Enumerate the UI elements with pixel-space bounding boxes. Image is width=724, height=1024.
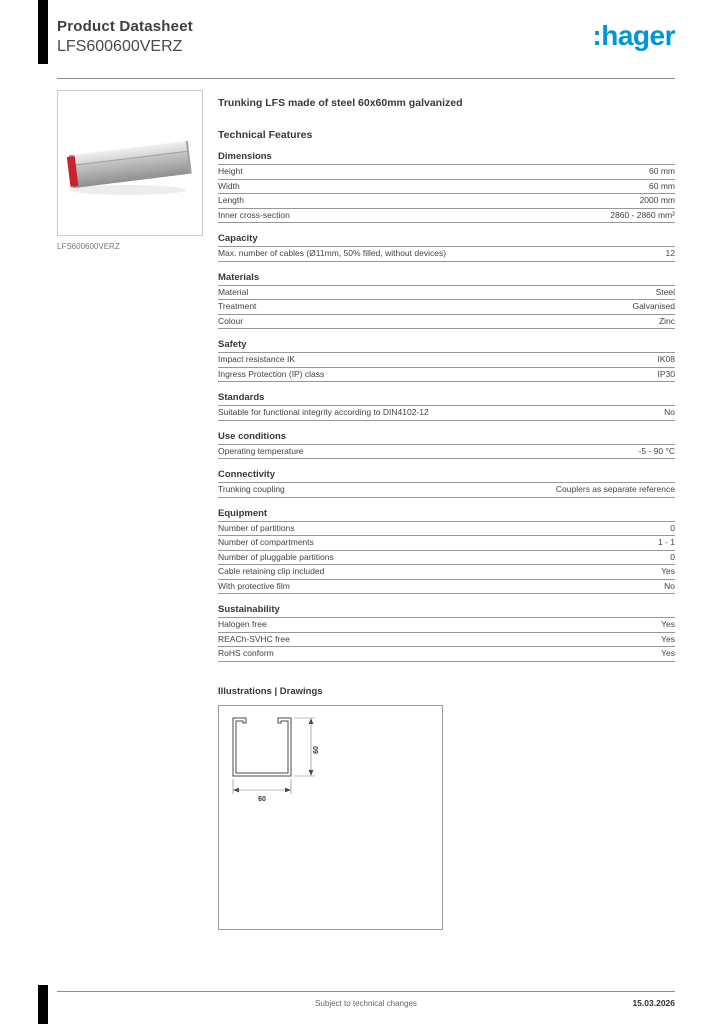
spec-row [218,633,675,648]
spec-label: Halogen free [218,619,267,629]
print-mark-top [38,0,48,64]
spec-value: Yes [661,633,675,644]
spec-row [218,368,675,383]
spec-row [218,315,675,330]
section-table [218,285,675,330]
technical-features-heading: Technical Features [218,129,313,141]
spec-row [218,522,675,537]
product-description: Trunking LFS made of steel 60x60mm galvanized [218,97,463,109]
section-table [218,164,675,223]
drawing-width-label: 60 [258,795,266,803]
spec-value: -5 - 90 °C [638,445,675,456]
section-heading: Equipment [218,507,268,519]
product-image-caption: LFS600600VERZ [57,242,120,251]
spec-value: Steel [655,286,675,297]
spec-value: Zinc [658,315,675,326]
spec-sections [218,151,675,662]
header-divider [57,78,675,79]
product-photo [57,90,203,236]
dimension-arrows [233,718,313,792]
spec-row [218,445,675,460]
spec-row [218,286,675,301]
spec-label: RoHS conform [218,648,274,658]
spec-value: 12 [665,248,675,258]
main-content [218,90,675,930]
spec-row [218,180,675,195]
spec-value: Yes [661,648,675,658]
spec-value: No [664,407,675,417]
spec-label: Ingress Protection (IP) class [218,368,325,379]
spec-row [218,536,675,551]
spec-label: Material [218,286,249,297]
spec-row [218,194,675,209]
spec-value: 1 - 1 [657,537,675,547]
page-footer [57,991,675,1022]
product-photo-column [57,90,203,251]
section-heading: Materials [218,271,260,283]
spec-row [218,300,675,315]
spec-row [218,580,675,595]
section-table [218,482,675,498]
spec-row [218,165,675,180]
section-heading: Connectivity [218,469,276,480]
spec-label: REACh-SVHC free [218,633,290,644]
spec-label: Number of compartments [218,537,314,547]
spec-label: Operating temperature [218,445,304,456]
illustrations-heading: Illustrations | Drawings [218,685,323,697]
spec-value: IK08 [657,354,675,364]
footer-date: 15.03.2026 [632,998,675,1008]
spec-label: Colour [218,315,244,326]
section-table [218,617,675,662]
spec-label: Suitable for functional integrity according to DIN4102-12 [218,407,429,417]
section-heading: Sustainability [218,604,280,615]
trunking-cross-section-drawing [219,706,442,929]
dimension-lines [233,718,315,794]
spec-label: Height [218,166,243,176]
spec-row [218,618,675,633]
spec-label: Number of partitions [218,522,295,533]
spec-value: 60 mm [649,180,675,191]
section-heading: Safety [218,339,247,350]
section-table [218,405,675,421]
hager-logo: :hager [592,20,675,51]
section-heading: Use conditions [218,430,287,442]
technical-drawing [218,705,443,930]
section-table [218,352,675,382]
section-table [218,246,675,262]
spec-row [218,406,675,421]
section-heading: Capacity [218,233,258,244]
section-table [218,521,675,595]
drawing-height-label: 60 [313,745,320,754]
spec-label: Width [218,180,240,191]
spec-row [218,353,675,368]
spec-label: With protective film [218,580,290,591]
spec-label: Max. number of cables (Ø11mm, 50% filled, without devices) [218,248,447,258]
spec-label: Treatment [218,301,257,311]
spec-value: 60 mm [649,166,675,176]
spec-value: Yes [661,566,675,576]
spec-label: Trunking coupling [218,484,285,494]
section-heading: Dimensions [218,151,272,162]
spec-value: 2860 - 2860 mm² [610,209,675,220]
spec-row [218,551,675,566]
spec-row [218,247,675,262]
spec-value: Galvanised [632,301,675,311]
section-table [218,444,675,460]
spec-value: IP30 [657,368,675,379]
spec-value: Couplers as separate reference [555,484,675,494]
print-mark-bottom [38,985,48,1024]
spec-label: Number of pluggable partitions [218,551,334,562]
trunking-photo-rendering [58,91,202,235]
spec-value: 0 [670,522,675,533]
spec-label: Length [218,195,244,205]
section-heading: Standards [218,392,265,403]
spec-value: 2000 mm [639,195,675,205]
spec-row [218,483,675,498]
product-code: LFS600600VERZ [57,38,183,55]
page-title: Product Datasheet [57,18,193,35]
spec-label: Impact resistance IK [218,354,296,364]
spec-row [218,565,675,580]
spec-row [218,647,675,662]
page-header [57,18,675,56]
spec-label: Inner cross-section [218,209,290,220]
footer-note: Subject to technical changes [315,999,417,1008]
spec-value: 0 [670,551,675,562]
spec-row [218,209,675,224]
spec-value: No [664,580,675,591]
spec-value: Yes [661,619,675,629]
spec-label: Cable retaining clip included [218,566,325,576]
profile-outline [233,718,291,776]
